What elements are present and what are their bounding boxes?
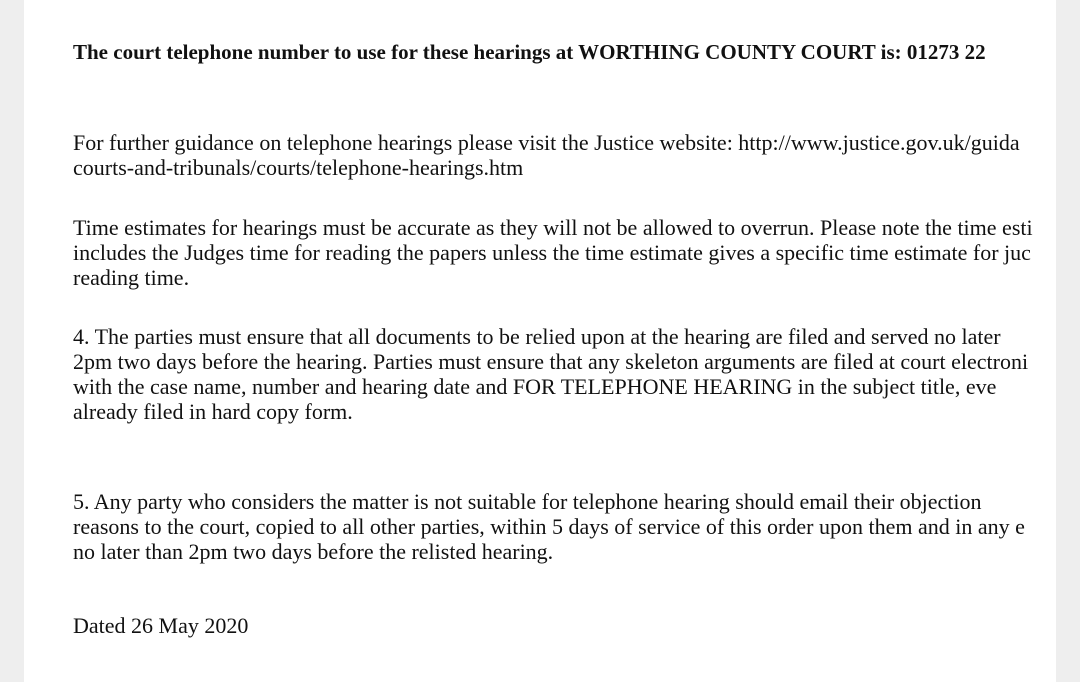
item-4-line: with the case name, number and hearing date and FOR TELEPHONE HEARING in the subject title, eve xyxy=(73,374,997,399)
time-estimates-line: includes the Judges time for reading the papers unless the time estimate gives a specific time estimate for juc xyxy=(73,240,1031,265)
dated-line: Dated 26 May 2020 xyxy=(73,613,249,638)
time-estimates-line: Time estimates for hearings must be accurate as they will not be allowed to overrun. Please note the time esti xyxy=(73,215,1033,240)
time-estimates-line: reading time. xyxy=(73,265,190,290)
guidance-link-line: courts-and-tribunals/courts/telephone-hearings.htm xyxy=(73,155,524,180)
item-5-line: no later than 2pm two days before the relisted hearing. xyxy=(73,539,554,564)
guidance-line: For further guidance on telephone hearings please visit the Justice website: http://www.justice.gov.uk/guida xyxy=(73,130,1020,155)
court-phone-notice: The court telephone number to use for these hearings at WORTHING COUNTY COURT is: 01273 22 xyxy=(73,40,986,64)
item-4-line: already filed in hard copy form. xyxy=(73,399,353,424)
item-5-line: reasons to the court, copied to all other parties, within 5 days of service of this order upon them and in any e xyxy=(73,514,1025,539)
item-4-line: 2pm two days before the hearing. Parties must ensure that any skeleton arguments are filed at court electroni xyxy=(73,349,1029,374)
item-5-line: 5. Any party who considers the matter is not suitable for telephone hearing should email their objection xyxy=(73,489,982,514)
item-4-line: 4. The parties must ensure that all documents to be relied upon at the hearing are filed and served no later xyxy=(73,324,1001,349)
document-page xyxy=(24,0,1056,682)
